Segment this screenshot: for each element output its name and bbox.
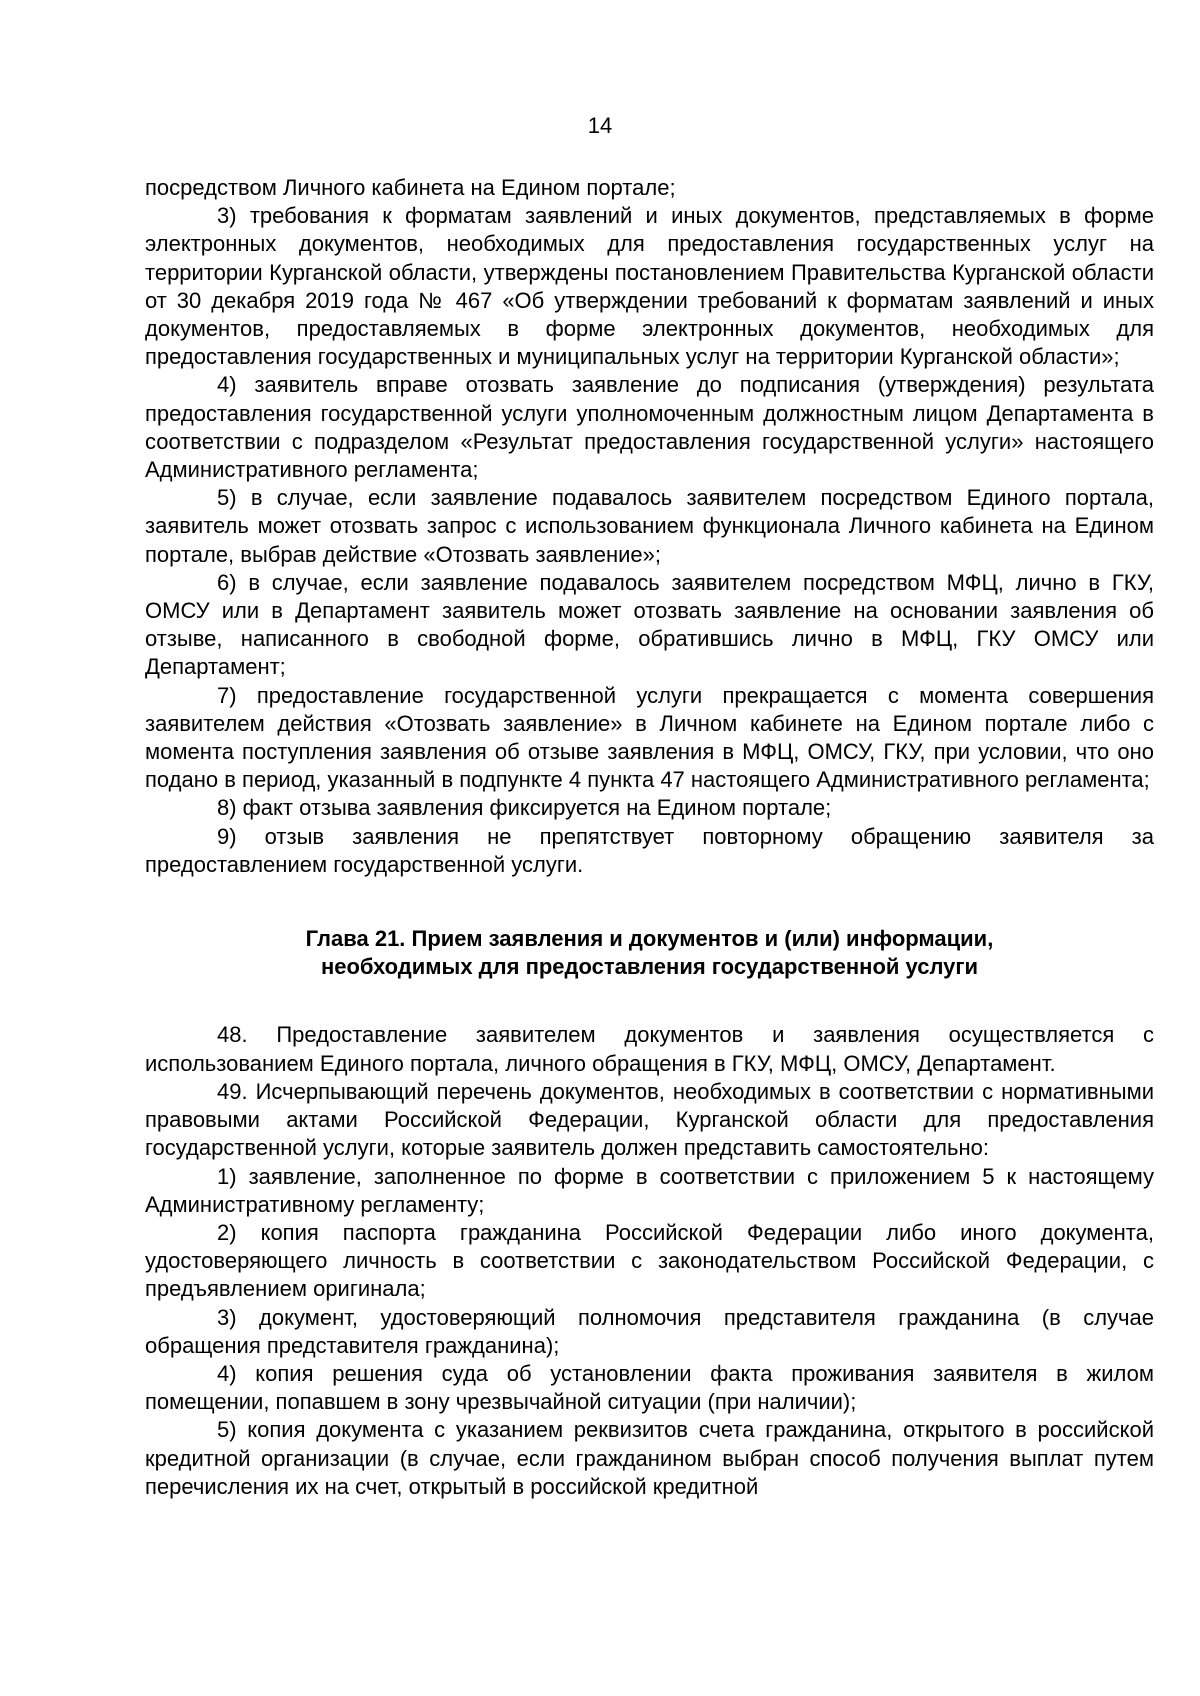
paragraph: 49. Исчерпывающий перечень документов, необходимых в соответствии с нормативными правовыми актами Российской Федерации, Курганской области для предоставления государственной услуги, которые заявитель должен представить самостоятельно: (145, 1078, 1154, 1161)
paragraph: 3) требования к форматам заявлений и иных документов, представляемых в форме электронных документов, необходимых для предоставления государственных услуг на территории Курганской области, утверждены постановлением Правительства Курганской области от 30 декабря 2019 года № 467 «Об утверждении требований к форматам заявлений и иных документов, предоставляемых в форме электронных документов, необходимых для предоставления государственных и муниципальных услуг на территории Курганской области»; (145, 203, 1154, 370)
paragraph: 9) отзыв заявления не препятствует повторному обращению заявителя за предоставлением государственной услуги. (145, 823, 1154, 877)
paragraph: 8) факт отзыва заявления фиксируется на Едином портале; (217, 795, 832, 821)
chapter-heading-line-1: Глава 21. Прием заявления и документов и (или) информации, (305, 926, 994, 952)
paragraph: 6) в случае, если заявление подавалось заявителем посредством МФЦ, лично в ГКУ, ОМСУ или в Департамент заявитель может отозвать заявление на основании заявления об отзыве, написанного в свободной форме, обратившись лично в МФЦ, ГКУ ОМСУ или Департамент; (145, 569, 1154, 680)
paragraphs-after (145, 1021, 1154, 1500)
paragraph: 5) копия документа с указанием реквизитов счета гражданина, открытого в российской кредитной организации (в случае, если гражданином выбран способ получения выплат путем перечисления их на счет, открытый в российской кредитной (145, 1417, 1154, 1499)
paragraph: 3) документ, удостоверяющий полномочия представителя гражданина (в случае обращения представителя гражданина); (145, 1304, 1154, 1358)
paragraph: 4) заявитель вправе отозвать заявление до подписания (утверждения) результата предоставления государственной услуги уполномоченным должностным лицом Департамента в соответствии с подразделом «Результат предоставления государственной услуги» настоящего Административного регламента; (145, 372, 1154, 483)
page-number: 14 (587, 113, 613, 138)
paragraph: 4) копия решения суда об установлении факта проживания заявителя в жилом помещении, попавшем в зону чрезвычайной ситуации (при наличии); (145, 1360, 1154, 1415)
chapter-heading (145, 925, 1154, 981)
chapter-heading-line-2: необходимых для предоставления государственной услуги (320, 954, 979, 980)
paragraph: 2) копия паспорта гражданина Российской Федерации либо иного документа, удостоверяющего личность в соответствии с законодательством Российской Федерации, с предъявлением оригинала; (145, 1219, 1154, 1302)
paragraph: посредством Личного кабинета на Едином портале; (145, 175, 676, 200)
paragraph: 48. Предоставление заявителем документов и заявления осуществляется с использованием Единого портала, личного обращения в ГКУ, МФЦ, ОМСУ, Департамент. (145, 1022, 1154, 1076)
paragraph: 5) в случае, если заявление подавалось заявителем посредством Единого портала, заявитель может отозвать запрос с использованием функционала Личного кабинета на Едином портале, выбрав действие «Отозвать заявление»; (145, 485, 1154, 567)
paragraph: 7) предоставление государственной услуги прекращается с момента совершения заявителем действия «Отозвать заявление» в Личном кабинете на Едином портале либо с момента поступления заявления об отзыве заявления в МФЦ, ОМСУ, ГКУ, при условии, что оно подано в период, указанный в подпункте 4 пункта 47 настоящего Административного регламента; (145, 682, 1154, 793)
document-body (145, 174, 1154, 1501)
paragraphs-before (145, 174, 1154, 879)
paragraph: 1) заявление, заполненное по форме в соответствии с приложением 5 к настоящему Административному регламенту; (145, 1163, 1154, 1217)
